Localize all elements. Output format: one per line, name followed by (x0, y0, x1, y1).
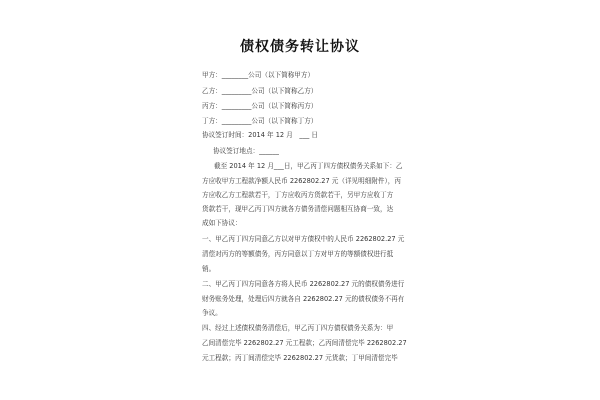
party-ding: 丁方：_________公司（以下简称丁方） (202, 117, 318, 125)
clause-line: 销。 (202, 265, 216, 273)
clause-line: 元工程款；丙丁间清偿完毕 2262802.27 元货款；丁甲间清偿完毕 (202, 354, 398, 362)
body-line: 截至 2014 年 12 月___日，甲乙丙丁四方债权债务关系如下：乙 (214, 162, 403, 170)
sign-place: 协议签订地点：______ (213, 147, 279, 155)
clause-line: 争议。 (202, 309, 222, 317)
party-jia: 甲方：________公司（以下简称甲方） (202, 71, 315, 79)
body-line: 货款若干，现甲乙丙丁四方就各方债务清偿问题相互协商一致，达 (202, 205, 394, 213)
party-yi: 乙方：_________公司（以下简称乙方） (202, 87, 318, 95)
clause-line: 二、甲乙丙丁四方同意各方将人民币 2262802.27 元的债权债务进行 (202, 280, 405, 288)
clause-line: 清偿对丙方的等额债务，丙方同意以丁方对甲方的等额债权进行抵 (202, 250, 394, 258)
clause-line: 四、经过上述债权债务清偿后，甲乙丙丁四方债权债务关系为：甲 (202, 324, 394, 332)
body-line: 成如下协议： (202, 219, 242, 227)
clause-line: 一、甲乙丙丁四方同意乙方以对甲方债权中的人民币 2262802.27 元 (202, 235, 405, 243)
party-bing: 丙方：_________公司（以下简称丙方） (202, 102, 318, 110)
clause-line: 财务账务处理，处理后四方就各自 2262802.27 元的债权债务不再有 (202, 295, 405, 303)
sign-time: 协议签订时间：2014 年 12 月 ___ 日 (202, 131, 318, 139)
body-line: 方应收甲方工程款净额人民币 2262802.27 元（详见明细附件），丙 (202, 177, 401, 185)
clause-line: 乙间清偿完毕 2262802.27 元工程款；乙丙间清偿完毕 2262802.27 (202, 339, 407, 347)
body-line: 方应收乙方工程款若干，丁方应收丙方货款若干，另甲方应收丁方 (202, 191, 394, 199)
document-title: 债权债务转让协议 (240, 39, 360, 55)
